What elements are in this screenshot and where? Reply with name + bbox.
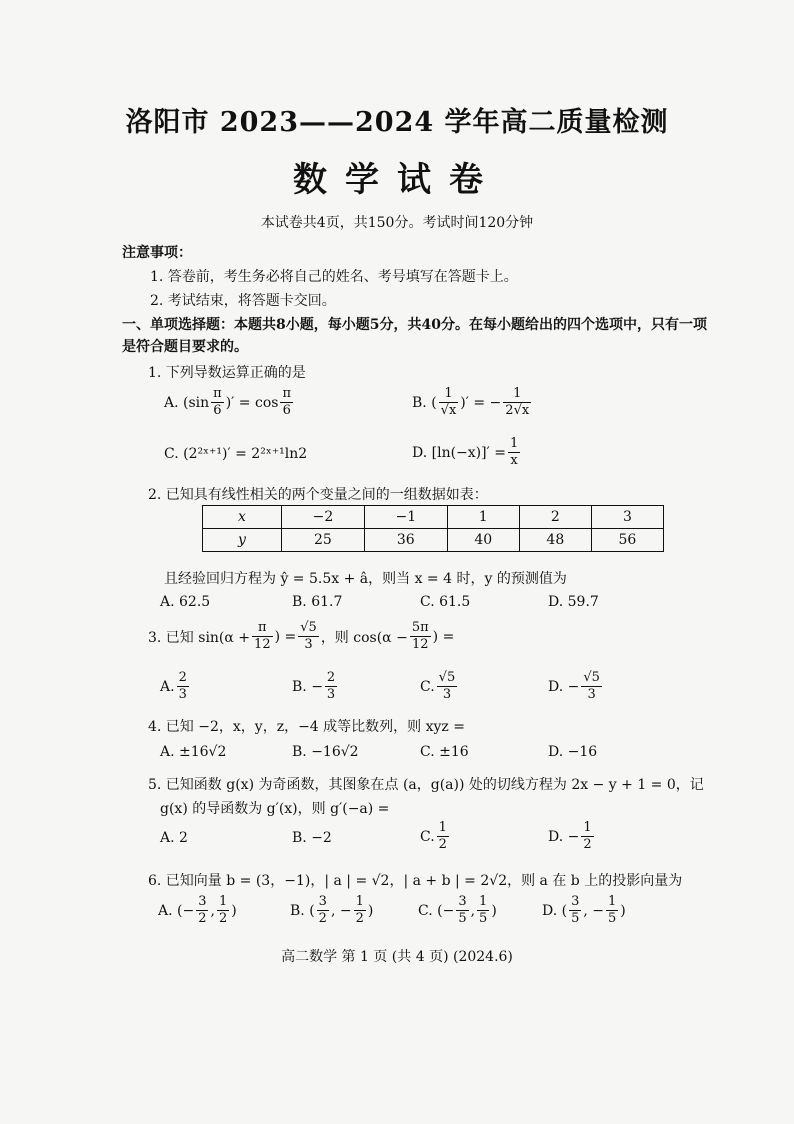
- table-cell: 3: [591, 506, 663, 529]
- question-3-stem: 3. 已知 sin(α + $\frac{\pi}{12}$ ) = $\frac{√5}{3}$ ，则 cos(α − $\frac{5\pi}{12}$ ) =: [148, 620, 455, 652]
- page-footer: 高二数学 第 1 页 (共 4 页) (2024.6): [281, 949, 513, 965]
- table-cell: 25: [282, 529, 365, 552]
- q3-option-b: B. − $\frac{2}{3}$: [292, 670, 336, 702]
- q6-option-c: C. (− $\frac{3}{5}$ , $\frac{1}{5}$ ): [418, 894, 497, 926]
- q1-option-a: A. (sin $\frac{\pi}{6}$ )′ = cos $\frac{\pi}{6}$: [164, 386, 291, 418]
- notes-heading: 注意事项：: [122, 245, 192, 261]
- data-table: [202, 505, 664, 552]
- table-row: [203, 506, 664, 529]
- q6-option-b: B. ( $\frac{3}{2}$ , − $\frac{1}{2}$ ): [290, 894, 374, 926]
- q4-option-b: B. −16√2: [292, 744, 359, 760]
- q5-option-a: A. 2: [160, 830, 188, 846]
- question-2-stem: 2. 已知具有线性相关的两个变量之间的一组数据如表：: [148, 487, 488, 503]
- q3-option-a: A. $\frac{2}{3}$: [160, 670, 187, 702]
- note-item: 2. 考试结束，将答题卡交回。: [150, 293, 336, 309]
- subject-title: 数学试卷: [293, 160, 501, 200]
- note-item: 1. 答卷前，考生务必将自己的姓名、考号填写在答题卡上。: [150, 269, 518, 285]
- q5-option-c: C. $\frac{1}{2}$: [420, 820, 447, 852]
- q6-option-a: A. (− $\frac{3}{2}$ , $\frac{1}{2}$ ): [158, 894, 237, 926]
- q4-option-d: D. −16: [548, 744, 598, 760]
- q6-option-d: D. ( $\frac{3}{5}$ , − $\frac{1}{5}$ ): [542, 894, 626, 926]
- table-cell: 2: [519, 506, 591, 529]
- table-cell: 40: [447, 529, 519, 552]
- exam-info: 本试卷共4页，共150分。考试时间120分钟: [260, 215, 534, 231]
- q4-option-c: C. ±16: [420, 744, 469, 760]
- table-cell: x: [203, 506, 282, 529]
- table-cell: 1: [447, 506, 519, 529]
- q2-option-c: C. 61.5: [420, 594, 471, 610]
- table-cell: −2: [282, 506, 365, 529]
- question-2-text: 且经验回归方程为 ŷ = 5.5x + â，则当 x = 4 时，y 的预测值为: [164, 571, 567, 587]
- table-cell: −1: [364, 506, 447, 529]
- table-row: [203, 529, 664, 552]
- question-5-stem-cont: g(x) 的导函数为 g′(x)，则 g′(−a) =: [160, 801, 390, 817]
- section-heading-cont: 是符合题目要求的。: [122, 339, 248, 355]
- table-cell: 48: [519, 529, 591, 552]
- q5-option-b: B. −2: [292, 830, 332, 846]
- q1-option-b: B. ( $\frac{1}{√x}$ )′ = − $\frac{1}{2√x}$: [412, 386, 530, 418]
- question-6-stem: 6. 已知向量 b = (3，−1)，| a | = √2，| a + b | = 2√2，则 a 在 b 上的投影向量为: [148, 873, 683, 889]
- q2-option-d: D. 59.7: [548, 594, 599, 610]
- table-cell: y: [203, 529, 282, 552]
- table-cell: 56: [591, 529, 663, 552]
- exam-title: 洛阳市 2023——2024 学年高二质量检测: [125, 107, 669, 138]
- q5-option-d: D. − $\frac{1}{2}$: [548, 820, 592, 852]
- q2-option-b: B. 61.7: [292, 594, 343, 610]
- question-4-stem: 4. 已知 −2，x，y，z，−4 成等比数列，则 xyz =: [148, 719, 465, 735]
- q1-option-c: C. (2²ˣ⁺¹)′ = 2²ˣ⁺¹ln2: [164, 446, 308, 462]
- q4-option-a: A. ±16√2: [160, 744, 227, 760]
- q2-option-a: A. 62.5: [160, 594, 211, 610]
- section-heading: 一、单项选择题：本题共8小题，每小题5分，共40分。在每小题给出的四个选项中，只有一项: [122, 317, 707, 333]
- q1-option-d: D. [ln(−x)]′ = $\frac{1}{x}$: [412, 436, 519, 468]
- q3-option-c: C. $\frac{√5}{3}$: [420, 670, 456, 702]
- table-cell: 36: [364, 529, 447, 552]
- question-5-stem: 5. 已知函数 g(x) 为奇函数，其图象在点 (a，g(a)) 处的切线方程为 2x − y + 1 = 0，记: [148, 777, 704, 793]
- q3-option-d: D. − $\frac{√5}{3}$: [548, 670, 600, 702]
- question-1-stem: 1. 下列导数运算正确的是: [148, 365, 306, 381]
